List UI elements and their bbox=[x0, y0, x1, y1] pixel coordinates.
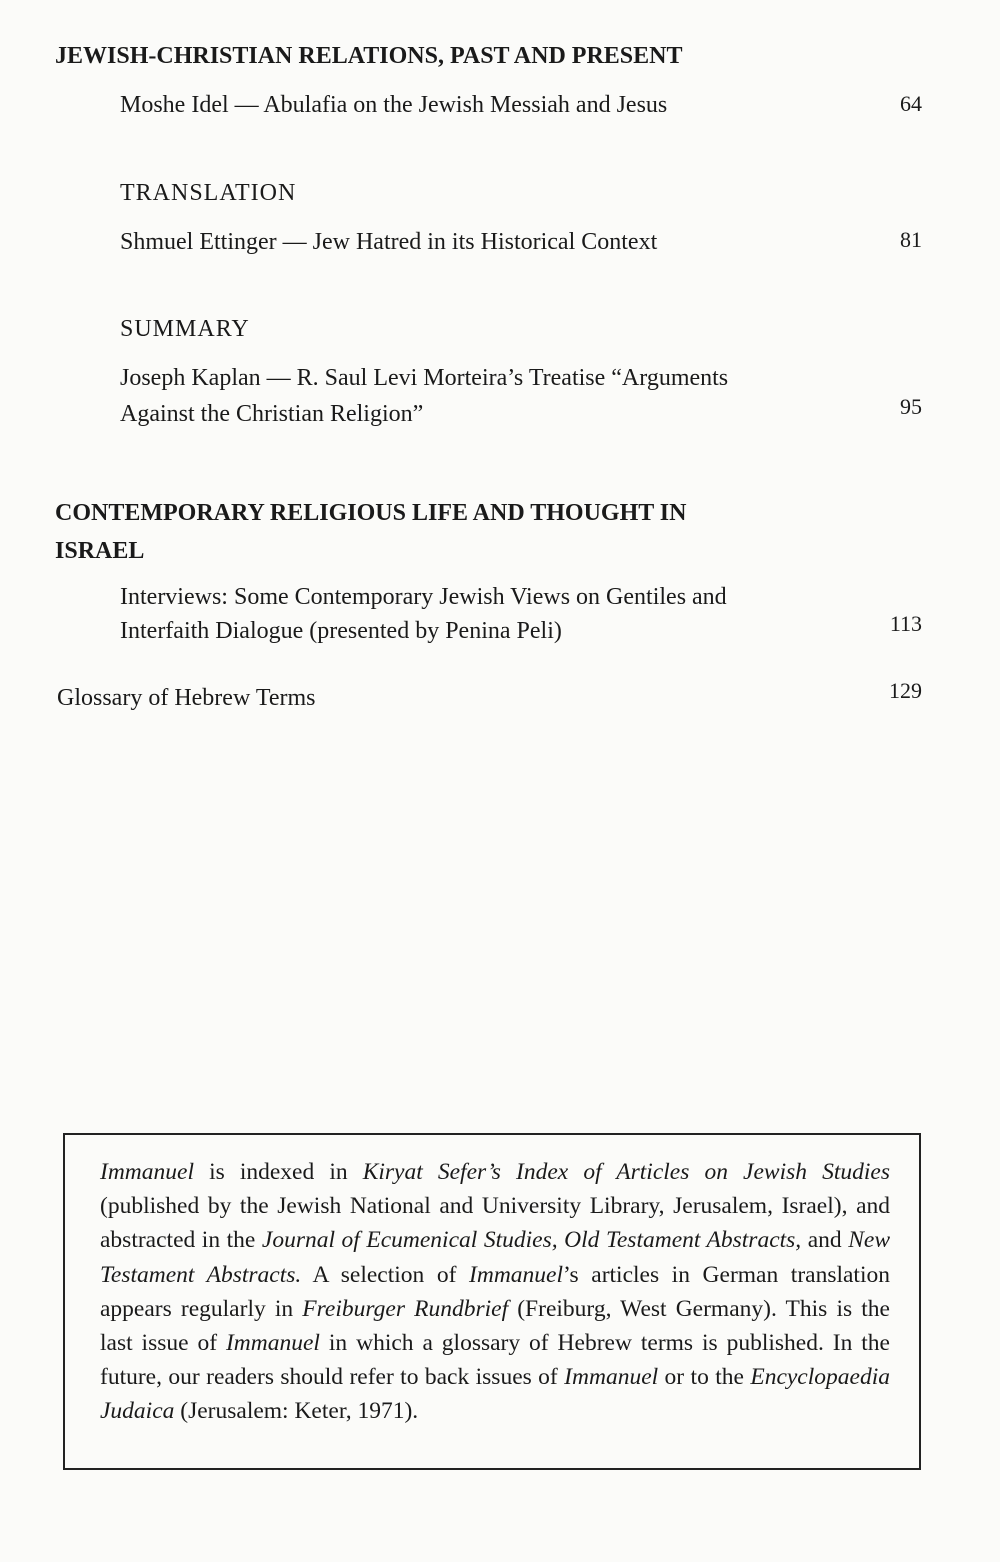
abstract-journal: New Testament Abstracts. bbox=[100, 1227, 890, 1288]
notice-text-run: (Freiburg, West Germany). This is the last issue of bbox=[100, 1295, 890, 1357]
page-number: 81 bbox=[900, 227, 922, 252]
journal-name: Immanuel bbox=[564, 1364, 659, 1391]
indexing-notice-text bbox=[100, 1155, 890, 1429]
page-number: 113 bbox=[889, 611, 922, 636]
notice-text-run: ’s articles in German translation appears regularly in bbox=[100, 1261, 890, 1322]
toc-entry-ettinger: Shmuel Ettinger — Jew Hatred in its Historical Context bbox=[120, 229, 658, 255]
notice-text-run: (Jerusalem: Keter, 1971). bbox=[174, 1398, 419, 1425]
notice-text-run: in which a glossary of Hebrew terms is published. In the future, our readers should refer to back issues of bbox=[100, 1330, 890, 1391]
indexing-notice-box bbox=[63, 1133, 921, 1470]
toc-entry-kaplan-line1: Joseph Kaplan — R. Saul Levi Morteira’s Treatise “Arguments bbox=[120, 365, 729, 391]
notice-text-run: is indexed in bbox=[193, 1159, 363, 1185]
section-heading-jewish-christian-relations: JEWISH-CHRISTIAN RELATIONS, PAST AND PRESENT bbox=[55, 43, 683, 69]
abstract-journals: Journal of Ecumenical Studies, Old Testament Abstracts, bbox=[261, 1227, 802, 1254]
toc-entry-interviews-line1: Interviews: Some Contemporary Jewish Views on Gentiles and bbox=[120, 584, 727, 610]
notice-text-run: A selection of bbox=[301, 1261, 470, 1288]
toc-entry-kaplan-line2: Against the Christian Religion” bbox=[120, 401, 424, 427]
toc-entry-glossary: Glossary of Hebrew Terms bbox=[57, 685, 316, 711]
page-number: 95 bbox=[900, 394, 922, 419]
section-heading-contemporary-religious-life-line1: CONTEMPORARY RELIGIOUS LIFE AND THOUGHT IN bbox=[55, 500, 687, 526]
toc-entry-idel: Moshe Idel — Abulafia on the Jewish Messiah and Jesus bbox=[120, 92, 668, 118]
notice-text-run: or to the bbox=[658, 1364, 751, 1391]
index-title: Kiryat Sefer’s Index of Articles on Jewish Studies bbox=[362, 1159, 890, 1185]
journal-name: Immanuel bbox=[100, 1159, 194, 1185]
subheading-summary: SUMMARY bbox=[120, 316, 250, 342]
section-heading-contemporary-religious-life-line2: ISRAEL bbox=[55, 538, 145, 564]
page-number: 129 bbox=[889, 678, 922, 703]
journal-name: Immanuel bbox=[225, 1330, 320, 1357]
notice-text-run: and bbox=[801, 1227, 849, 1254]
toc-entry-interviews-line2: Interfaith Dialogue (presented by Penina Peli) bbox=[120, 618, 562, 644]
journal-name: Immanuel bbox=[469, 1261, 564, 1288]
notice-text-run: (published by the Jewish National and University Library, Jerusalem, Israel), and abstracted in the bbox=[100, 1193, 890, 1254]
periodical-title: Freiburger Rundbrief bbox=[302, 1295, 509, 1322]
page-number: 64 bbox=[900, 91, 922, 116]
subheading-translation: TRANSLATION bbox=[120, 180, 297, 206]
encyclopedia-title: Encyclopaedia Judaica bbox=[100, 1364, 890, 1425]
